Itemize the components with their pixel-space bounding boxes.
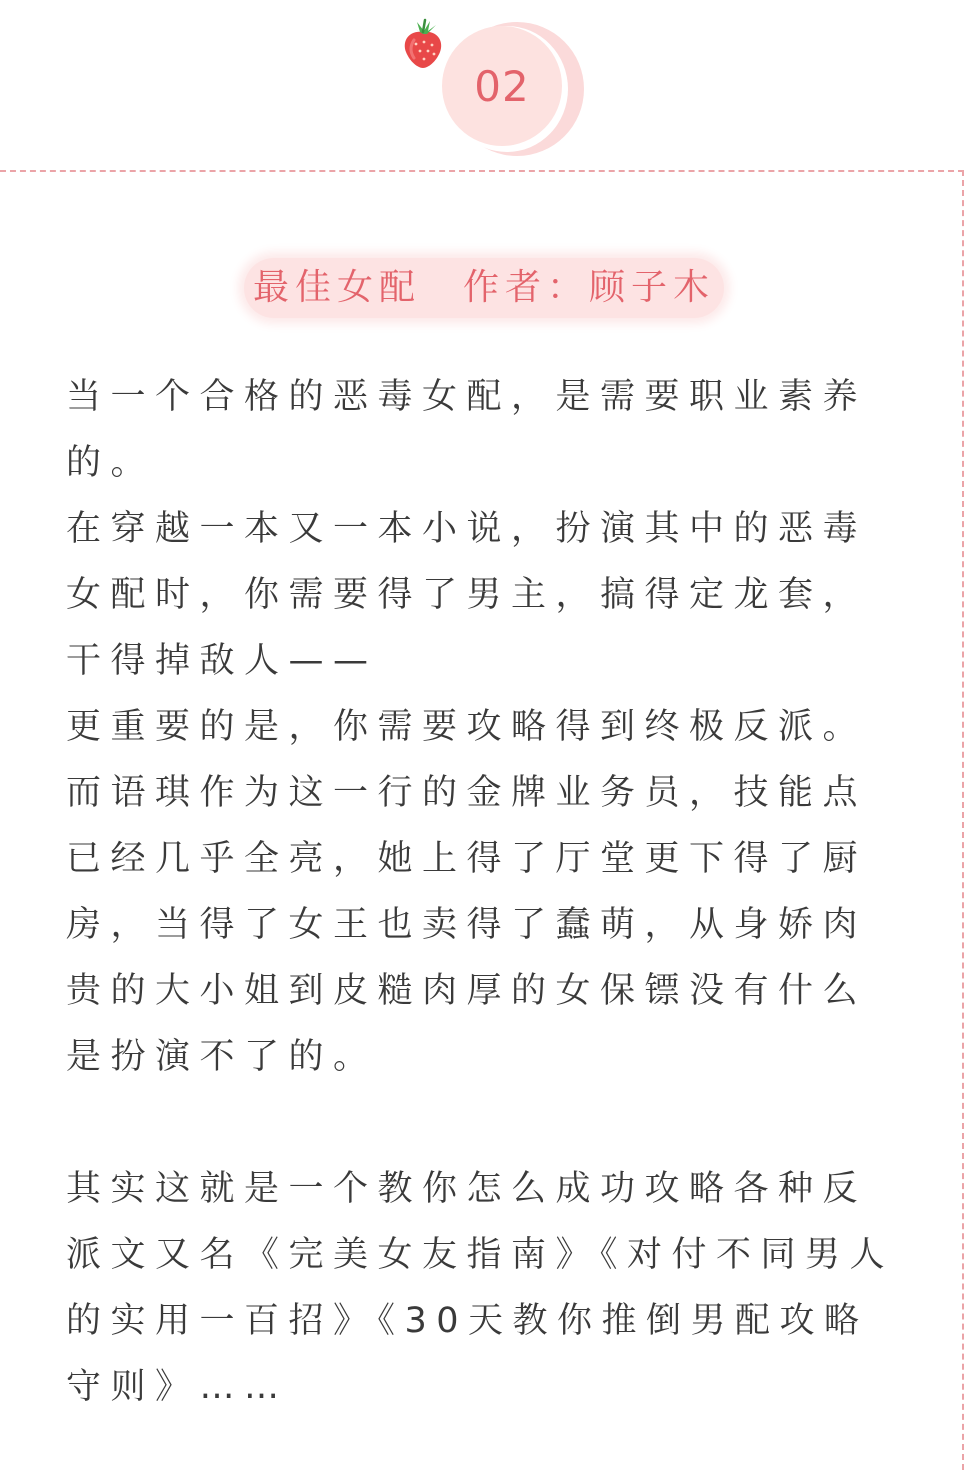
paragraph: 其实这就是一个教你怎么成功攻略各种反派文又名《完美女友指南》《对付不同男人的实用一百招》《30天教你推倒男配攻略守则》…… bbox=[66, 1169, 895, 1407]
paragraph: 当一个合格的恶毒女配，是需要职业素养的。 bbox=[66, 377, 868, 483]
paragraph: 更重要的是，你需要攻略得到终极反派。 bbox=[66, 707, 868, 747]
paragraph: 而语琪作为这一行的金牌业务员，技能点已经几乎全亮，她上得了厅堂更下得了厨房，当得了女王也卖得了蠢萌，从身娇肉贵的大小姐到皮糙肉厚的女保镖没有什么是扮演不了的。 bbox=[66, 773, 868, 1077]
section-number-badge bbox=[398, 18, 598, 148]
paragraph: 在穿越一本又一本小说，扮演其中的恶毒女配时，你需要得了男主，搞得定龙套，干得掉敌人—— bbox=[66, 509, 868, 681]
synopsis-body bbox=[66, 364, 896, 1420]
book-title: 最佳女配 作者：顾子木 bbox=[252, 267, 715, 308]
section-number: 02 bbox=[474, 61, 530, 111]
strawberry-icon bbox=[400, 18, 446, 70]
badge-circle bbox=[442, 26, 562, 146]
book-title-banner bbox=[244, 252, 724, 322]
